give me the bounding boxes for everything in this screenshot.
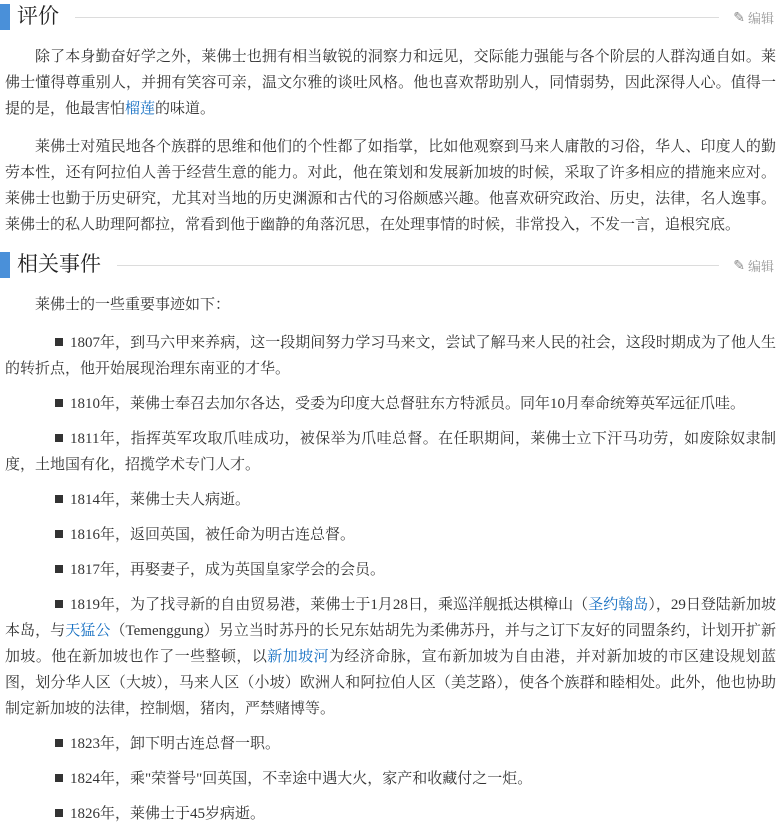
event-list-item: 1816年，返回英国，被任命为明古连总督。 (5, 522, 776, 548)
event-list (0, 330, 782, 827)
inline-link[interactable]: 圣约翰岛 (588, 597, 649, 613)
heading-divider (117, 265, 719, 266)
heading-blue-bar (0, 252, 10, 278)
section-header (0, 250, 782, 280)
section-title-related-events: 相关事件 (17, 253, 101, 276)
edit-button-evaluation[interactable] (733, 8, 774, 27)
bullet-square-icon (55, 565, 63, 573)
inline-link[interactable]: 天猛公 (65, 623, 111, 639)
section-title-evaluation: 评价 (17, 5, 59, 28)
inline-link[interactable]: 榴莲 (125, 101, 156, 117)
pencil-icon: ✎ (733, 257, 745, 273)
bullet-square-icon (55, 399, 63, 407)
bullet-square-icon (55, 530, 63, 538)
heading-blue-bar (0, 4, 10, 30)
pencil-icon: ✎ (733, 9, 745, 25)
edit-button-related-events[interactable] (733, 256, 774, 275)
bullet-square-icon (55, 739, 63, 747)
section-evaluation (0, 2, 782, 238)
event-list-item: 1810年，莱佛士奉召去加尔各达，受委为印度大总督驻东方特派员。同年10月奉命统筹英军远征爪哇。 (5, 391, 776, 417)
heading-divider (75, 17, 719, 18)
evaluation-paragraph-1: 除了本身勤奋好学之外，莱佛士也拥有相当敏锐的洞察力和远见，交际能力强能与各个阶层的人群沟通自如。莱佛士懂得尊重别人，并拥有笑容可亲，温文尔雅的谈吐风格。他也喜欢帮助别人，同情弱势，因此深得人心。值得一提的是，他最害怕榴莲的味道。 (5, 49, 776, 117)
event-list-item: 1817年，再娶妻子，成为英国皇家学会的会员。 (5, 557, 776, 583)
inline-link[interactable]: 新加坡河 (267, 649, 329, 665)
section-related-events (0, 250, 782, 827)
event-list-item: 1807年，到马六甲来养病，这一段期间努力学习马来文，尝试了解马来人民的社会，这段时期成为了他人生的转折点，他开始展现治理东南亚的才华。 (5, 335, 776, 377)
section-header (0, 2, 782, 32)
event-list-item: 1824年，乘"荣誉号"回英国，不幸途中遇大火，家产和收藏付之一炬。 (5, 766, 776, 792)
edit-label: 编辑 (747, 258, 774, 274)
edit-label: 编辑 (747, 10, 774, 26)
evaluation-paragraph-2: 莱佛士对殖民地各个族群的思维和他们的个性都了如指掌，比如他观察到马来人庸散的习俗，华人、印度人的勤劳本性，还有阿拉伯人善于经营生意的能力。对此，他在策划和发展新加坡的时候，采取了许多相应的措施来应对。莱佛士也勤于历史研究，尤其对当地的历史渊源和古代的习俗颇感兴趣。他喜欢研究政治、历史，法律，名人逸事。莱佛士的私人助理阿都拉，常看到他于幽静的角落沉思，在处理事情的时候，非常投入，不发一言，追根究底。 (5, 139, 776, 233)
event-list-item: 1814年，莱佛士夫人病逝。 (5, 487, 776, 513)
bullet-square-icon (55, 338, 63, 346)
bullet-square-icon (55, 774, 63, 782)
events-intro: 莱佛士的一些重要事迹如下： (35, 297, 231, 313)
bullet-square-icon (55, 495, 63, 503)
bullet-square-icon (55, 600, 63, 608)
event-list-item: 1823年，卸下明古连总督一职。 (5, 731, 776, 757)
event-list-item: 1819年，为了找寻新的自由贸易港，莱佛士于1月28日，乘巡洋舰抵达棋樟山（圣约翰岛），29日登陆新加坡本岛，与天猛公（Temenggung）另立当时苏丹的长兄东姑胡先为柔佛苏丹，并与之订下友好的同盟条约，计划开扩新加坡。他在新加坡也作了一些整顿，以新加坡河为经济命脉，宣布新加坡为自由港，并对新加坡的市区建设规划蓝图，划分华人区（大坡），马来人区（小坡）欧洲人和阿拉伯人区（美芝路），使各个族群和睦相处。此外，他也协助制定新加坡的法律，控制烟，猪肉，严禁赌博等。 (5, 597, 776, 717)
bullet-square-icon (55, 434, 63, 442)
event-list-item: 1826年，莱佛士于45岁病逝。 (5, 801, 776, 827)
bullet-square-icon (55, 809, 63, 817)
event-list-item: 1811年，指挥英军攻取爪哇成功，被保举为爪哇总督。在任职期间，莱佛士立下汗马功劳，如废除奴隶制度，土地国有化，招揽学术专门人才。 (5, 431, 776, 473)
article-page (0, 2, 782, 827)
